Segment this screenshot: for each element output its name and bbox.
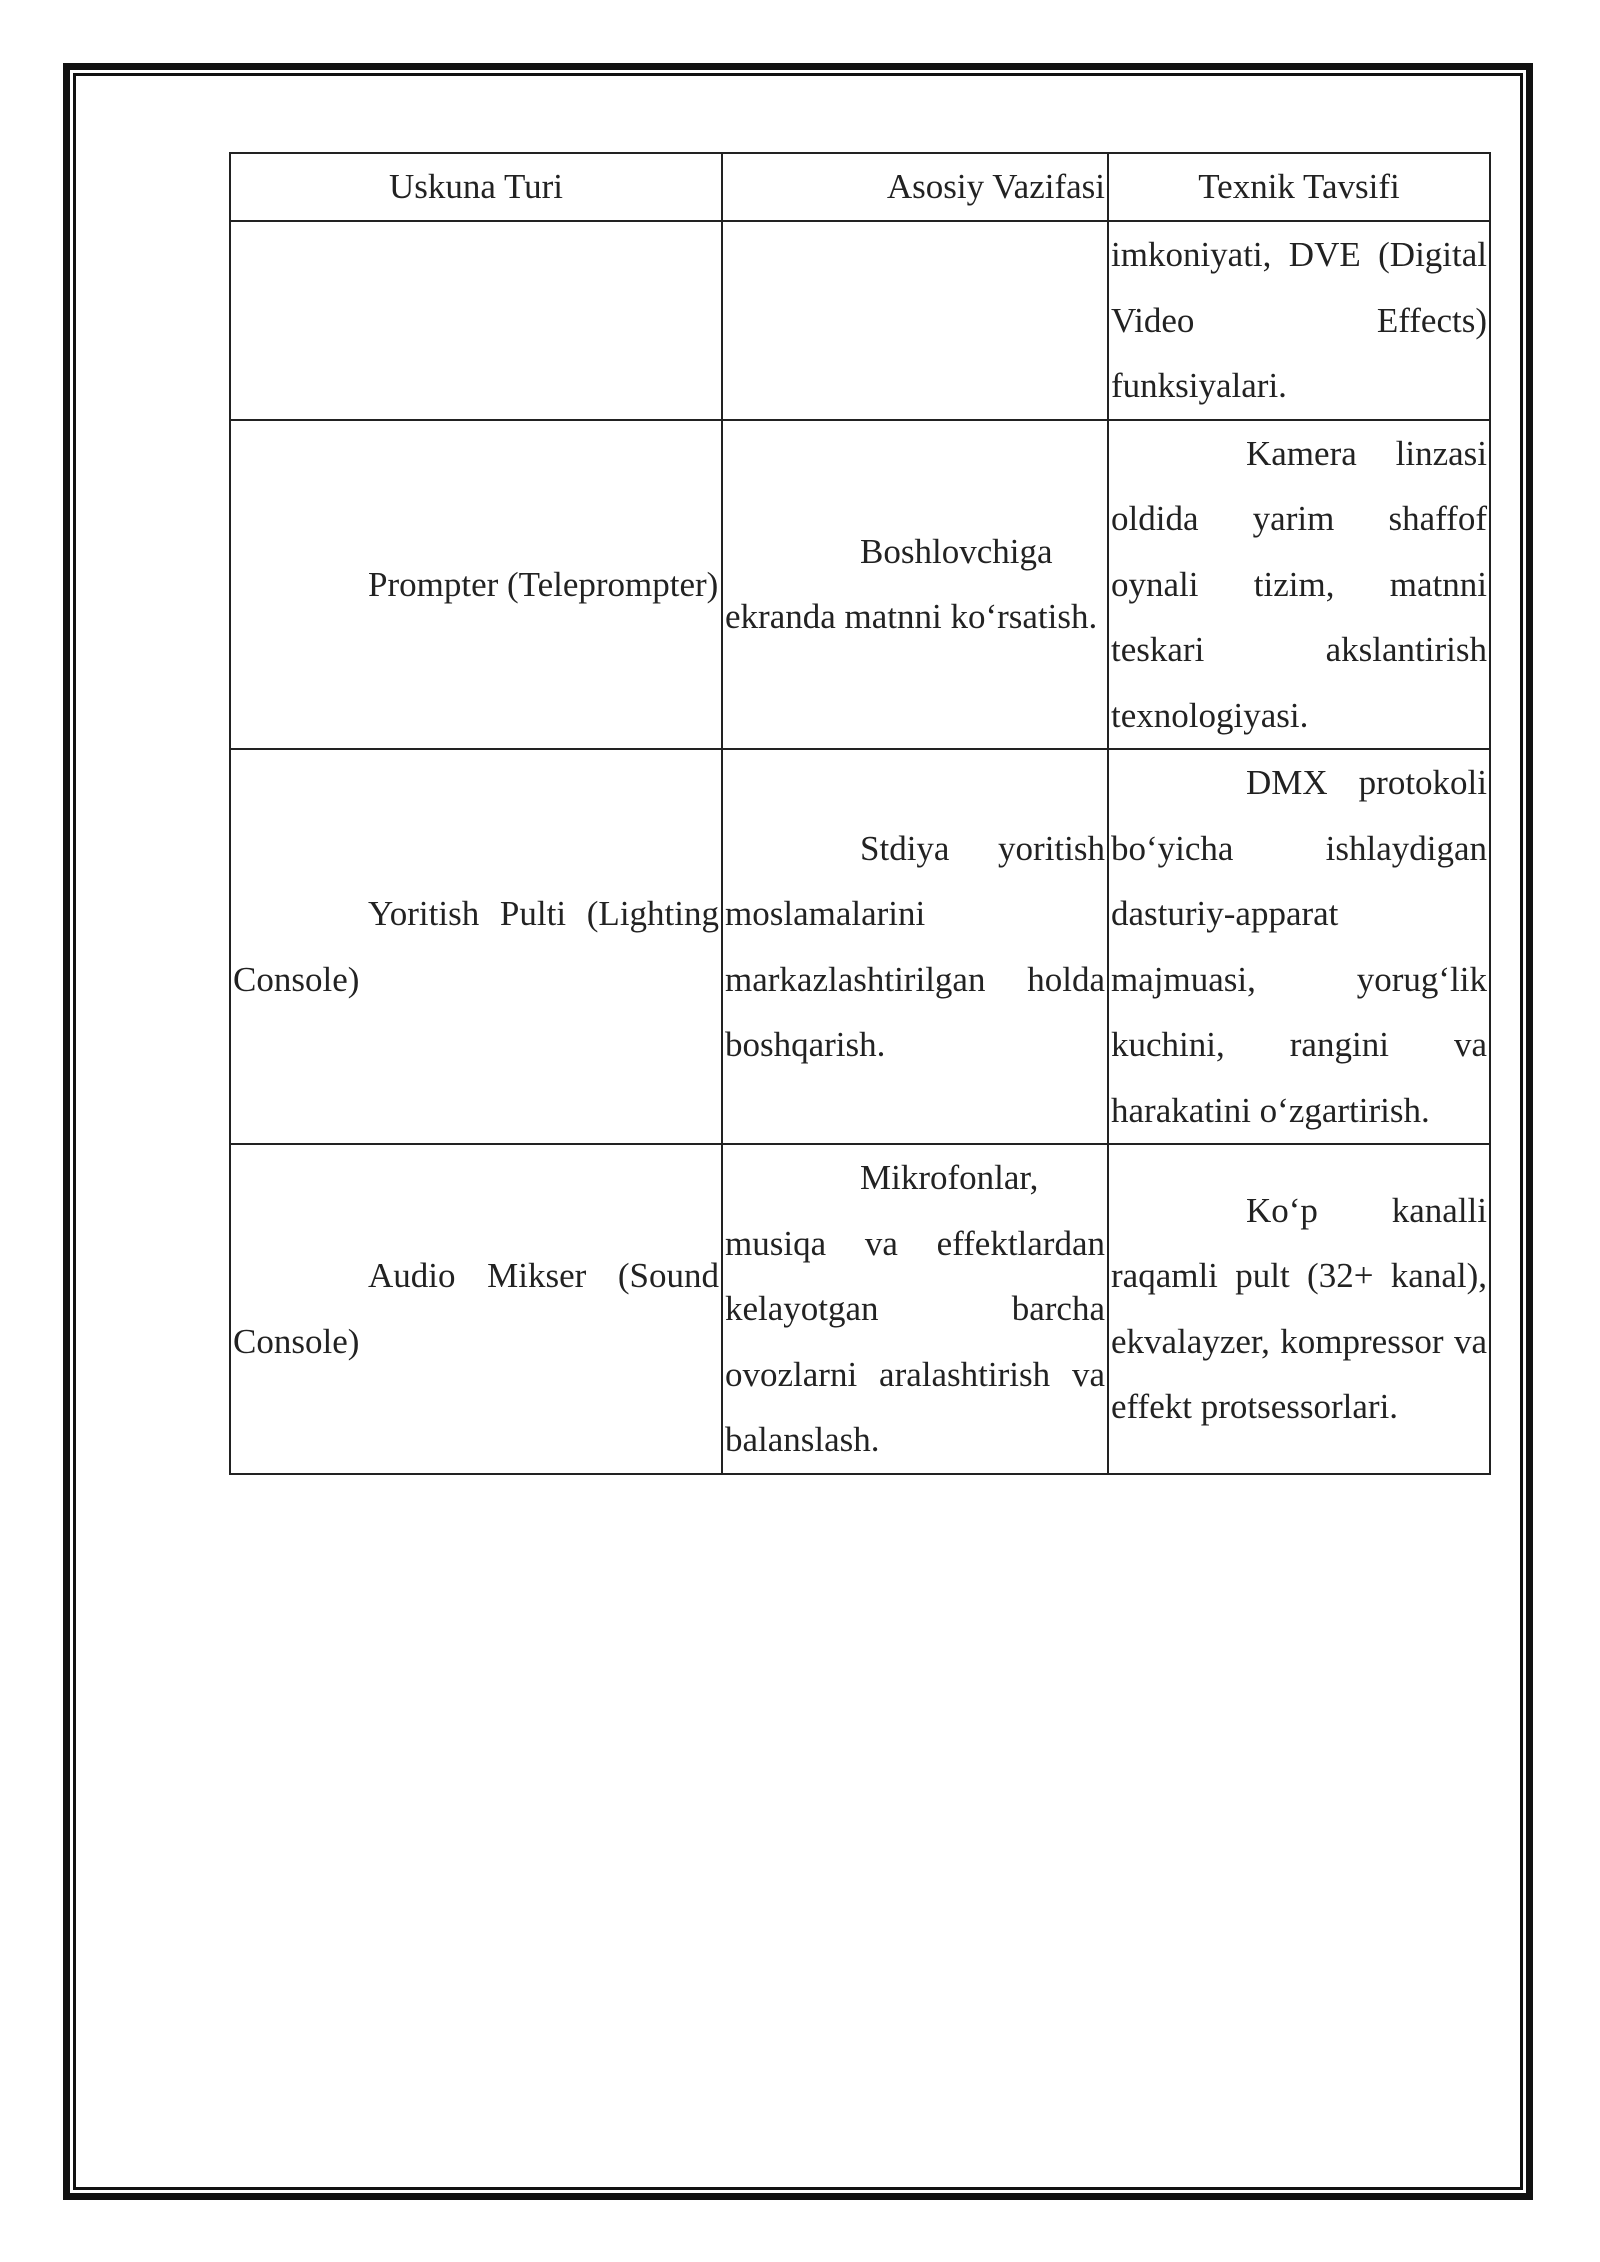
table-header-row	[230, 153, 1490, 221]
cell-type: Audio Mikser (Sound Console)	[230, 1144, 722, 1474]
table-row	[230, 420, 1490, 750]
cell-spec: Ko‘p kanalli raqamli pult (32+ kanal), ekvalayzer, kompressor va effekt protsessorlari.	[1108, 1144, 1490, 1474]
equipment-table	[229, 152, 1491, 1475]
cell-type	[230, 221, 722, 420]
cell-function: Stdiya yoritish moslamalarini markazlashtirilgan holda boshqarish.	[722, 749, 1108, 1144]
cell-function	[722, 221, 1108, 420]
cell-function: Boshlovchiga ekranda matnni ko‘rsatish.	[722, 420, 1108, 750]
header-cell-spec: Texnik Tavsifi	[1108, 153, 1490, 221]
table-row	[230, 221, 1490, 420]
header-cell-function: Asosiy Vazifasi	[722, 153, 1108, 221]
cell-type: Prompter (Teleprompter)	[230, 420, 722, 750]
cell-function: Mikrofonlar, musiqa va effektlardan kelayotgan barcha ovozlarni aralashtirish va balanslash.	[722, 1144, 1108, 1474]
cell-spec: DMX protokoli bo‘yicha ishlaydigan dasturiy-apparat majmuasi, yorug‘lik kuchini, rangini va harakatini o‘zgartirish.	[1108, 749, 1490, 1144]
table-row	[230, 1144, 1490, 1474]
cell-spec: imkoniyati, DVE (Digital Video Effects) funksiyalari.	[1108, 221, 1490, 420]
header-cell-type: Uskuna Turi	[230, 153, 722, 221]
cell-type: Yoritish Pulti (Lighting Console)	[230, 749, 722, 1144]
cell-spec: Kamera linzasi oldida yarim shaffof oynali tizim, matnni teskari akslantirish texnologiyasi.	[1108, 420, 1490, 750]
table-row	[230, 749, 1490, 1144]
